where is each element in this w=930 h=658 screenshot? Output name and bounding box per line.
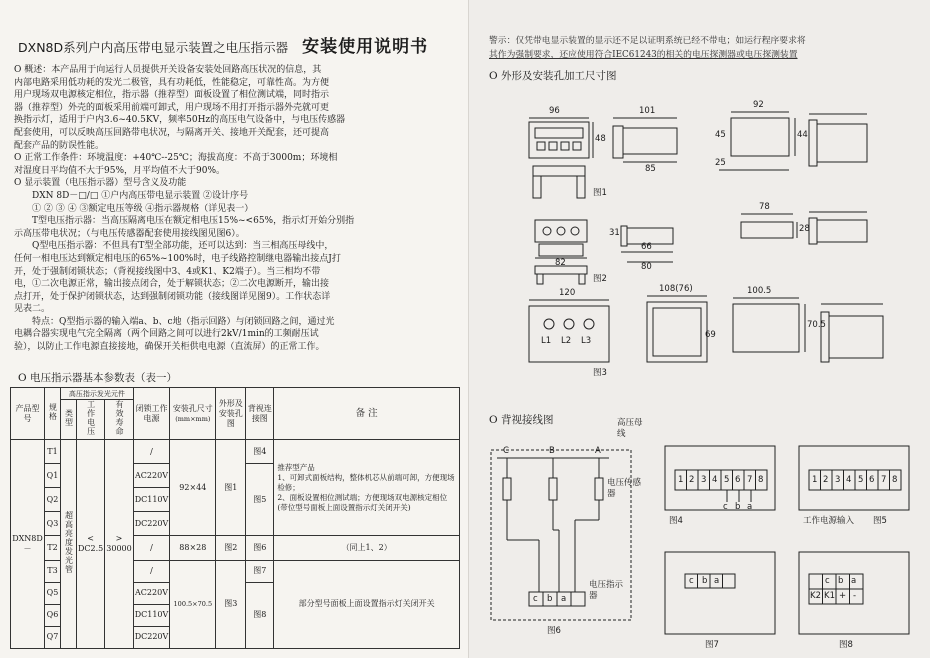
cell-lock: / xyxy=(133,440,170,464)
header-life: 有效寿命 xyxy=(105,400,133,440)
fig3-front-outline xyxy=(529,306,609,362)
dim-f2-depth: 80 xyxy=(641,262,652,272)
feature-line: 特点：Q型指示器的输入端a、b、c地（指示回路）与闭锁回路之间，通过光 xyxy=(32,316,335,327)
header-outline: 外形及安装孔图 xyxy=(216,388,246,440)
feature-line: 验），以防止工作电源直接接地，确保开关柜供电电源（直流屏）的正常工作。 xyxy=(14,342,325,353)
terminal-number: 3 xyxy=(835,475,841,485)
fig1-cutout xyxy=(731,118,789,156)
terminal-number: 1 xyxy=(678,475,684,485)
fig3-cutout xyxy=(733,304,799,352)
cell-outline: 图3 xyxy=(216,560,246,648)
cell-lock: / xyxy=(133,536,170,560)
terminal-number: 6 xyxy=(869,475,875,485)
outline-title: O 外形及安装孔加工尺寸图 xyxy=(489,70,617,82)
q-type-line: Q型电压指示器：不但具有T型全部功能，还可以达到：当三相高压母线中， xyxy=(32,241,334,252)
dim-f1-w: 96 xyxy=(549,106,560,116)
terminal-label: b xyxy=(735,502,741,512)
cell-wiring: 图4 xyxy=(246,440,274,464)
t-type-line: T型电压指示器：当高压隔离电压在额定相电压15%~<65%，指示灯开始分别指 xyxy=(32,216,355,227)
terminal-number: 5 xyxy=(858,475,864,485)
fig1-front-outline xyxy=(529,122,589,158)
feature-line: 电耦合器实现电气完全隔离（两个回路之间可以进行2kV/1min的工频耐压试 xyxy=(14,329,319,340)
terminal-number: 8 xyxy=(758,475,764,485)
cell-spec: Q2 xyxy=(45,488,61,512)
outline-drawings xyxy=(469,0,930,658)
phase-label: C xyxy=(503,446,509,456)
header-spec: 规格 xyxy=(45,388,61,440)
power-input-label: 工作电源输入 xyxy=(803,516,855,526)
cell-lock: DC110V xyxy=(133,604,170,626)
overview-line: 器（推荐型）外壳的面板采用前端可卸式，用户现场不用打开指示器外壳就可更 xyxy=(14,102,330,113)
q-type-line: 任何一相电压达到额定相电压的65%~100%时，电子线路控制继电器输出接点J打 xyxy=(14,253,341,264)
fig-label: 图6 xyxy=(547,626,561,636)
terminal-label: c xyxy=(533,594,538,604)
right-page xyxy=(468,0,930,658)
cell-wiring: 图8 xyxy=(246,582,274,648)
cell-spec: T3 xyxy=(45,560,61,582)
terminal-label: a xyxy=(561,594,567,604)
fig-label: 图8 xyxy=(839,640,853,650)
title-main: DXN8D系列户内高压带电显示装置之电压指示器 xyxy=(18,40,289,55)
terminal-label: b xyxy=(838,576,844,586)
cell-spec: Q6 xyxy=(45,604,61,626)
dim-f1-side: 101 xyxy=(639,106,656,116)
parameter-table xyxy=(10,387,460,649)
overview-line: 换指示灯，适用于户内3.6~40.5KV，频率50Hz的高压电气设备中，与电压传感器 xyxy=(14,115,346,126)
terminal-label: K2 xyxy=(810,591,821,601)
terminal-number: 5 xyxy=(724,475,730,485)
fig-label: 图1 xyxy=(593,188,607,198)
fig-label: 图4 xyxy=(669,516,683,526)
cell-life: > 30000 xyxy=(105,440,133,649)
dim-f2-cut-h: 28 xyxy=(799,224,810,234)
overview-line: 配套使用，可以反映高压回路带电状况，与隔离开关、接地开关配套，还可提高 xyxy=(14,127,330,138)
dim-f3-w: 120 xyxy=(559,288,576,298)
terminal-label: b xyxy=(547,594,553,604)
header-voltage: 工作电压 xyxy=(77,400,105,440)
terminal-label: a xyxy=(714,576,720,586)
terminal-number: 8 xyxy=(892,475,898,485)
cell-outline: 图2 xyxy=(216,536,246,560)
cell-lock: AC220V xyxy=(133,582,170,604)
terminal-number: 2 xyxy=(689,475,695,485)
table-title: O 电压指示器基本参数表（表一） xyxy=(18,372,177,384)
wiring-title: O 背视接线图 xyxy=(489,414,554,426)
q-type-line: 见表二。 xyxy=(14,304,51,315)
dim-f1-depth: 85 xyxy=(645,164,656,174)
dim-f1-cut-w: 92 xyxy=(753,100,764,110)
phase-label: B xyxy=(549,446,555,456)
dim-f1-r1: 25 xyxy=(715,158,726,168)
lamp-label: L2 xyxy=(561,336,572,346)
dim-f2-cut-w: 78 xyxy=(759,202,770,212)
terminal-number: 3 xyxy=(701,475,707,485)
terminal-label: - xyxy=(853,591,857,601)
q-type-line: 点打开，处于保护闭锁状态，达到强制闭锁功能（接线图详见图9）。工作状态详 xyxy=(14,291,331,302)
fig2-cutout xyxy=(741,222,793,238)
dim-f3-h: 69 xyxy=(705,330,716,340)
cell-led-voltage: < DC2.5 xyxy=(77,440,105,649)
cell-spec: T1 xyxy=(45,440,61,464)
cell-outline: 图1 xyxy=(216,440,246,536)
fig-label: 图7 xyxy=(705,640,719,650)
cell-size: 100.5×70.5 xyxy=(170,560,216,648)
q-type-line: 开，处于强制闭锁状态；（背视接线图中3、4或K1、K2端子）。当三相均不带 xyxy=(14,266,321,277)
q-type-line: 电，①二次电源正常，输出接点闭合，处于解锁状态；②二次电源断开，输出接 xyxy=(14,279,330,290)
terminal-number: 4 xyxy=(846,475,852,485)
cell-lock: DC220V xyxy=(133,512,170,536)
header-lock: 闭锁工作电源 xyxy=(133,388,170,440)
model-line: ① ② ③ ④ ③额定电压等级 ④指示器规格（详见表一） xyxy=(32,203,254,214)
cell-lock: DC220V xyxy=(133,626,170,648)
t-type-line: 示高压带电状况；（与电压传感器配套使用接线图见图6）。 xyxy=(14,228,245,239)
terminal-label: + xyxy=(839,591,847,601)
document-title xyxy=(18,32,458,57)
cell-size: 92×44 xyxy=(170,440,216,536)
dim-f3-side: 108(76) xyxy=(659,284,693,294)
cell-note: 推荐型产品 1、可卸式面板结构，整体机芯从前端可卸，方便现场检修； 2、面板设置相位测试端；方便现场双电源核定相位(带位型号面板上面设置指示灯关闭开关) xyxy=(274,440,460,536)
cell-led-type: 超高亮度发光管 xyxy=(61,440,77,649)
cell-size: 88×28 xyxy=(170,536,216,560)
terminal-label: K1 xyxy=(824,591,835,601)
warning-line: 警示：仅凭带电显示装置的显示还不足以证明系统已经不带电；如运行程序要求将 xyxy=(489,36,806,46)
model-line: DXN 8D－□/□ ①户内高压带电显示装置 ②设计序号 xyxy=(32,190,249,201)
header-hv-group: 高压指示发光元件 xyxy=(61,388,134,400)
cell-note: 部分型号面板上面设置指示灯关闭开关 xyxy=(274,560,460,648)
terminal-number: 7 xyxy=(747,475,753,485)
dim-f2-w: 82 xyxy=(555,258,566,268)
indicator-label: 电压指示器 xyxy=(589,580,624,601)
terminal-number: 4 xyxy=(712,475,718,485)
overview-line: 内部电路采用低功耗的发光二极管，具有功耗低，性能稳定，可靠性高。为方便 xyxy=(14,77,330,88)
terminal-label: a xyxy=(851,576,857,586)
cell-lock: / xyxy=(133,560,170,582)
header-note: 备 注 xyxy=(274,388,460,440)
cell-spec: Q5 xyxy=(45,582,61,604)
header-wiring: 背视连接图 xyxy=(246,388,274,440)
terminal-number: 6 xyxy=(735,475,741,485)
terminal-label: c xyxy=(825,576,830,586)
body-text xyxy=(14,64,460,354)
dim-f2-side: 66 xyxy=(641,242,652,252)
hv-bus-label: 高压母线 xyxy=(617,418,643,439)
cell-lock: DC110V xyxy=(133,488,170,512)
dim-f2-h1: 31 xyxy=(609,228,620,238)
terminal-label: c xyxy=(723,502,728,512)
title-sub: 安装使用说明书 xyxy=(302,37,429,57)
model-heading: O 显示装置（电压指示器）型号含义及功能 xyxy=(14,178,187,189)
conditions-line: O 正常工作条件：环境温度：+40℃--25℃；海拔高度：不高于3000m；环境相 xyxy=(14,153,338,164)
lamp-label: L3 xyxy=(581,336,592,346)
dim-f1-cut-h: 44 xyxy=(797,130,808,140)
fig-label: 图5 xyxy=(873,516,887,526)
overview-line: 用户现场双电源核定相位，指示器（推荐型）面板设置了相位测试端，同时指示 xyxy=(14,90,330,101)
header-model: 产品型号 xyxy=(11,388,45,440)
overview-line: O 概述：本产品用于向运行人员提供开关设备安装处回路高压状况的信息，其 xyxy=(14,65,322,75)
cell-spec: Q7 xyxy=(45,626,61,648)
dim-f3-cut-h: 70.5 xyxy=(807,320,826,330)
dim-f1-h: 48 xyxy=(595,134,606,144)
dim-f1-r2: 45 xyxy=(715,130,726,140)
lamp-label: L1 xyxy=(541,336,552,346)
cell-spec: Q3 xyxy=(45,512,61,536)
cell-wiring: 图7 xyxy=(246,560,274,582)
terminal-label: c xyxy=(689,576,694,586)
cell-lock: AC220V xyxy=(133,464,170,488)
cell-wiring: 图6 xyxy=(246,536,274,560)
conditions-line: 对湿度日平均值不大于95%，月平均值不大于90%。 xyxy=(14,165,226,176)
fig-label: 图2 xyxy=(593,274,607,284)
cell-wiring: 图5 xyxy=(246,464,274,536)
sensor-label: 电压传感器 xyxy=(607,478,642,499)
overview-line: 配套产品的防误性能。 xyxy=(14,140,105,151)
phase-label: A xyxy=(595,446,601,456)
cell-spec: Q1 xyxy=(45,464,61,488)
terminal-number: 7 xyxy=(881,475,887,485)
header-size: 安装孔尺寸 (mm×mm) xyxy=(170,388,216,440)
dim-f3-cut-w: 100.5 xyxy=(747,286,772,296)
cell-spec: T2 xyxy=(45,536,61,560)
fig7-outline xyxy=(665,552,775,634)
terminal-number: 2 xyxy=(823,475,829,485)
cell-model: DXN8D－ xyxy=(11,440,45,649)
terminal-number: 1 xyxy=(812,475,818,485)
fig-label: 图3 xyxy=(593,368,607,378)
warning-line: 其作为强制要求，还应使用符合IEC61243的相关的电压探测器或电压探测装置 xyxy=(489,50,798,60)
terminal-label: a xyxy=(747,502,753,512)
terminal-label: b xyxy=(702,576,708,586)
cell-note: （同上1、2） xyxy=(274,536,460,560)
header-type: 类型 xyxy=(61,400,77,440)
